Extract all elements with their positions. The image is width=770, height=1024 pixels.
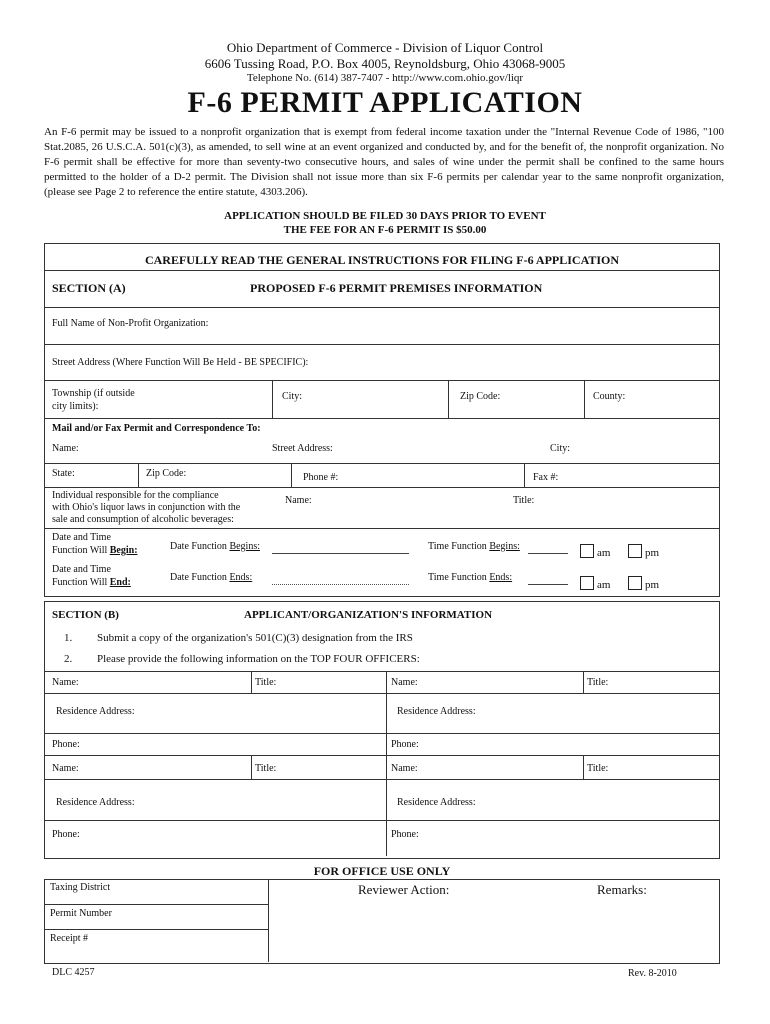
agency-contact: Telephone No. (614) 387-7407 - http://www.com.ohio.gov/liqr xyxy=(246,72,524,84)
section-b-label: SECTION (B) xyxy=(52,609,119,621)
time-begins-label: Time Function Begins: xyxy=(428,541,520,552)
end-am-label: am xyxy=(597,579,611,591)
permit-number-label: Permit Number xyxy=(50,908,112,919)
township-label-1: Township (if outside xyxy=(52,388,135,399)
filing-notice: APPLICATION SHOULD BE FILED 30 DAYS PRIOR TO EVENT xyxy=(224,210,546,222)
responsible-label-3: sale and consumption of alcoholic beverages: xyxy=(52,514,234,525)
section-a-box xyxy=(44,243,720,597)
remarks-label: Remarks: xyxy=(597,882,647,897)
section-a-label: SECTION (A) xyxy=(52,281,126,295)
officer1-title-label: Title: xyxy=(255,677,277,688)
section-a-heading: PROPOSED F-6 PERMIT PREMISES INFORMATION xyxy=(250,281,543,295)
item1-number: 1. xyxy=(64,632,73,644)
begin-am-label: am xyxy=(597,547,611,559)
city-label: City: xyxy=(282,391,303,402)
officer3-name-label: Name: xyxy=(52,763,79,774)
mail-name-label: Name: xyxy=(52,443,79,454)
end-pm-checkbox[interactable] xyxy=(628,576,642,590)
form-title: F-6 PERMIT APPLICATION xyxy=(187,86,583,119)
officer2-title-label: Title: xyxy=(587,677,609,688)
reviewer-action-label: Reviewer Action: xyxy=(358,882,450,897)
item2-number: 2. xyxy=(64,653,73,665)
street-label: Street Address (Where Function Will Be Held - BE SPECIFIC): xyxy=(52,357,309,368)
date-ends-label: Date Function Ends: xyxy=(170,572,253,583)
officer2-phone-label: Phone: xyxy=(391,739,419,750)
fee-notice: THE FEE FOR AN F-6 PERMIT IS $50.00 xyxy=(283,224,487,236)
begin-pm-checkbox[interactable] xyxy=(628,544,642,558)
officer1-phone-label: Phone: xyxy=(52,739,80,750)
instructions-heading: CAREFULLY READ THE GENERAL INSTRUCTIONS FOR FILING F-6 APPLICATION xyxy=(144,253,620,267)
time-ends-label: Time Function Ends: xyxy=(428,572,513,583)
responsible-name-label: Name: xyxy=(285,495,312,506)
receipt-label: Receipt # xyxy=(50,933,89,944)
responsible-label-1: Individual responsible for the compliance xyxy=(52,490,219,501)
officer2-residence-label: Residence Address: xyxy=(397,706,476,717)
time-begins-field[interactable] xyxy=(528,553,568,554)
end-label-2: Function Will End: xyxy=(52,577,131,588)
item1-text: Submit a copy of the organization's 501(C)(3) designation from the IRS xyxy=(97,632,413,644)
officer3-phone-label: Phone: xyxy=(52,829,80,840)
end-am-checkbox[interactable] xyxy=(580,576,594,590)
officer4-name-label: Name: xyxy=(391,763,418,774)
date-begins-field[interactable] xyxy=(272,553,409,554)
officer4-phone-label: Phone: xyxy=(391,829,419,840)
time-ends-field[interactable] xyxy=(528,584,568,585)
date-begins-label: Date Function Begins: xyxy=(170,541,260,552)
zip-label: Zip Code: xyxy=(460,391,501,402)
fax-label: Fax #: xyxy=(533,472,559,483)
officer3-title-label: Title: xyxy=(255,763,277,774)
begin-pm-label: pm xyxy=(645,547,660,559)
begin-label-1: Date and Time xyxy=(52,532,111,543)
officer4-title-label: Title: xyxy=(587,763,609,774)
end-label-1: Date and Time xyxy=(52,564,111,575)
mail-city-label: City: xyxy=(550,443,571,454)
org-name-field[interactable] xyxy=(215,312,715,338)
revision-date: Rev. 8-2010 xyxy=(628,968,677,979)
street-field[interactable] xyxy=(315,350,715,376)
responsible-label-2: with Ohio's liquor laws in conjunction with the xyxy=(52,502,241,513)
responsible-title-label: Title: xyxy=(513,495,535,506)
end-pm-label: pm xyxy=(645,579,660,591)
officer4-residence-label: Residence Address: xyxy=(397,797,476,808)
mail-heading: Mail and/or Fax Permit and Correspondence To: xyxy=(52,423,261,434)
zip2-label: Zip Code: xyxy=(146,468,187,479)
officer1-name-label: Name: xyxy=(52,677,79,688)
org-name-label: Full Name of Non-Profit Organization: xyxy=(52,318,209,329)
agency-name: Ohio Department of Commerce - Division of Liquor Control xyxy=(226,40,544,55)
intro-paragraph: An F-6 permit may be issued to a nonprofit organization that is exempt from federal income taxation under the "Internal Revenue Code of 1986, "100 Stat.2085, 26 U.S.C.A. 501(c)(3), as amended, to sell wine at an event organized and conducted by, and for the benefit of, the nonprofit organization. No F-6 permit shall be effective for more than seventy-two consecutive hours, and sales of wine under the permit shall be confined to the same hours permitted to the holder of a D-2 permit. The Division shall not issue more than six F-6 permits per calendar year to the same nonprofit organization, (please see Page 2 to reference the entire statute, 4303.206). xyxy=(44,126,724,198)
taxing-district-label: Taxing District xyxy=(50,882,111,893)
officer3-residence-label: Residence Address: xyxy=(56,797,135,808)
township-label-2: city limits): xyxy=(52,401,99,412)
county-label: County: xyxy=(593,391,626,402)
office-use-heading: FOR OFFICE USE ONLY xyxy=(313,864,451,878)
section-b-heading: APPLICANT/ORGANIZATION'S INFORMATION xyxy=(244,609,493,621)
officer2-name-label: Name: xyxy=(391,677,418,688)
officer1-residence-label: Residence Address: xyxy=(56,706,135,717)
mail-street-label: Street Address: xyxy=(272,443,333,454)
begin-label-2: Function Will Begin: xyxy=(52,545,138,556)
form-id: DLC 4257 xyxy=(52,967,95,978)
item2-text: Please provide the following information on the TOP FOUR OFFICERS: xyxy=(97,653,420,665)
begin-am-checkbox[interactable] xyxy=(580,544,594,558)
date-ends-field[interactable] xyxy=(272,584,409,585)
agency-address: 6606 Tussing Road, P.O. Box 4005, Reynoldsburg, Ohio 43068-9005 xyxy=(204,56,566,71)
state-label: State: xyxy=(52,468,75,479)
phone-label: Phone #: xyxy=(303,472,339,483)
